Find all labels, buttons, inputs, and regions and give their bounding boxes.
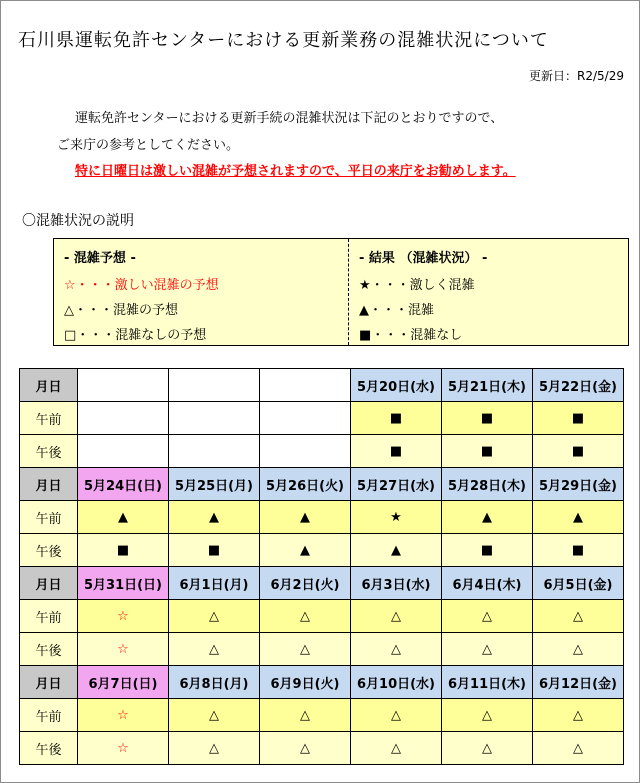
week-4-date-row <box>20 666 624 699</box>
pm-row-label: 午後 <box>20 732 78 765</box>
date-cell: 6月10日(水) <box>351 666 442 699</box>
forecast-legend-header: - 混雑予想 - <box>64 251 136 266</box>
date-cell: 6月3日(水) <box>351 567 442 600</box>
status-cell: △ <box>442 600 533 633</box>
week-1-am-row <box>20 402 624 435</box>
legend-heavy-result: ★・・・激しく混雑 <box>359 278 475 293</box>
status-cell: △ <box>442 699 533 732</box>
section-title: 〇混雑状況の説明 <box>22 213 134 229</box>
date-cell: 5月26日(火) <box>260 468 351 501</box>
status-cell: △ <box>533 600 624 633</box>
status-cell <box>78 435 169 468</box>
intro-line-2: ご来庁の参考としてください。 <box>57 138 240 153</box>
status-cell: ■ <box>442 534 533 567</box>
pm-row-label: 午後 <box>20 534 78 567</box>
status-cell: △ <box>260 600 351 633</box>
status-cell: ☆ <box>78 732 169 765</box>
status-cell: △ <box>351 732 442 765</box>
status-cell: ☆ <box>78 600 169 633</box>
date-cell: 5月27日(水) <box>351 468 442 501</box>
status-cell <box>169 402 260 435</box>
date-cell: 5月22日(金) <box>533 369 624 402</box>
status-cell: ☆ <box>78 699 169 732</box>
legend-box <box>53 238 629 346</box>
date-row-label: 月日 <box>20 468 78 501</box>
week-3-pm-row <box>20 633 624 666</box>
sunday-notice: 特に日曜日は激しい混雑が予想されますので、平日の来庁をお勧めします。 <box>75 164 516 179</box>
week-3-am-row <box>20 600 624 633</box>
forecast-legend <box>54 239 349 345</box>
status-cell: △ <box>351 633 442 666</box>
status-cell <box>78 402 169 435</box>
pm-row-label: 午後 <box>20 633 78 666</box>
am-row-label: 午前 <box>20 402 78 435</box>
status-cell: △ <box>533 699 624 732</box>
date-row-label: 月日 <box>20 369 78 402</box>
week-2-date-row <box>20 468 624 501</box>
status-cell: ▲ <box>533 501 624 534</box>
status-cell: △ <box>442 633 533 666</box>
week-2-am-row <box>20 501 624 534</box>
status-cell: ■ <box>351 435 442 468</box>
status-cell: ▲ <box>78 501 169 534</box>
status-cell: △ <box>260 732 351 765</box>
status-cell <box>260 435 351 468</box>
date-cell <box>169 369 260 402</box>
status-cell: △ <box>533 633 624 666</box>
status-cell: ▲ <box>351 534 442 567</box>
legend-heavy-forecast: ☆・・・激しい混雑の予想 <box>64 278 219 293</box>
status-cell: ■ <box>442 435 533 468</box>
intro-line-1: 運転免許センターにおける更新手続の混雑状況は下記のとおりですので、 <box>75 111 504 126</box>
status-cell: △ <box>260 699 351 732</box>
legend-no-congestion-result: ■・・・混雑なし <box>359 328 463 343</box>
status-cell: ■ <box>533 534 624 567</box>
date-cell <box>260 369 351 402</box>
date-cell: 5月21日(木) <box>442 369 533 402</box>
week-4-am-row <box>20 699 624 732</box>
status-cell: △ <box>533 732 624 765</box>
date-cell: 5月29日(金) <box>533 468 624 501</box>
status-cell <box>260 402 351 435</box>
status-cell: △ <box>169 699 260 732</box>
status-cell: △ <box>260 633 351 666</box>
date-cell <box>78 369 169 402</box>
date-cell: 5月20日(水) <box>351 369 442 402</box>
status-cell: ■ <box>169 534 260 567</box>
date-cell: 5月24日(日) <box>78 468 169 501</box>
legend-no-congestion-forecast: □・・・混雑なしの予想 <box>64 328 207 343</box>
status-cell: ▲ <box>260 501 351 534</box>
date-row-label: 月日 <box>20 567 78 600</box>
result-legend <box>349 239 628 345</box>
date-cell: 6月1日(月) <box>169 567 260 600</box>
page-title: 石川県運転免許センターにおける更新業務の混雑状況について <box>18 30 549 51</box>
date-row-label: 月日 <box>20 666 78 699</box>
am-row-label: 午前 <box>20 501 78 534</box>
status-cell: △ <box>169 732 260 765</box>
legend-moderate-result: ▲・・・混雑 <box>359 303 434 318</box>
date-cell: 6月11日(木) <box>442 666 533 699</box>
status-cell <box>169 435 260 468</box>
status-cell: △ <box>351 600 442 633</box>
status-cell: ■ <box>351 402 442 435</box>
status-cell: ☆ <box>78 633 169 666</box>
status-cell: △ <box>442 732 533 765</box>
date-cell: 6月12日(金) <box>533 666 624 699</box>
week-1-date-row <box>20 369 624 402</box>
status-cell: ■ <box>533 402 624 435</box>
status-cell: ■ <box>442 402 533 435</box>
date-cell: 6月2日(火) <box>260 567 351 600</box>
update-date: 更新日：R2/5/29 <box>529 69 624 83</box>
status-cell: △ <box>169 633 260 666</box>
date-cell: 6月4日(木) <box>442 567 533 600</box>
result-legend-header: - 結果 （混雑状況） - <box>359 251 488 266</box>
status-cell: △ <box>351 699 442 732</box>
am-row-label: 午前 <box>20 600 78 633</box>
date-cell: 5月25日(月) <box>169 468 260 501</box>
date-cell: 6月7日(日) <box>78 666 169 699</box>
date-cell: 5月31日(日) <box>78 567 169 600</box>
date-cell: 6月9日(火) <box>260 666 351 699</box>
legend-moderate-forecast: △・・・混雑の予想 <box>64 303 178 318</box>
status-cell: ▲ <box>442 501 533 534</box>
status-cell: ■ <box>78 534 169 567</box>
status-cell: △ <box>169 600 260 633</box>
week-4-pm-row <box>20 732 624 765</box>
status-cell: ■ <box>533 435 624 468</box>
status-cell: ★ <box>351 501 442 534</box>
pm-row-label: 午後 <box>20 435 78 468</box>
date-cell: 6月8日(月) <box>169 666 260 699</box>
am-row-label: 午前 <box>20 699 78 732</box>
status-cell: ▲ <box>260 534 351 567</box>
congestion-table <box>19 368 624 765</box>
week-1-pm-row <box>20 435 624 468</box>
date-cell: 5月28日(木) <box>442 468 533 501</box>
week-2-pm-row <box>20 534 624 567</box>
date-cell: 6月5日(金) <box>533 567 624 600</box>
status-cell: ▲ <box>169 501 260 534</box>
week-3-date-row <box>20 567 624 600</box>
